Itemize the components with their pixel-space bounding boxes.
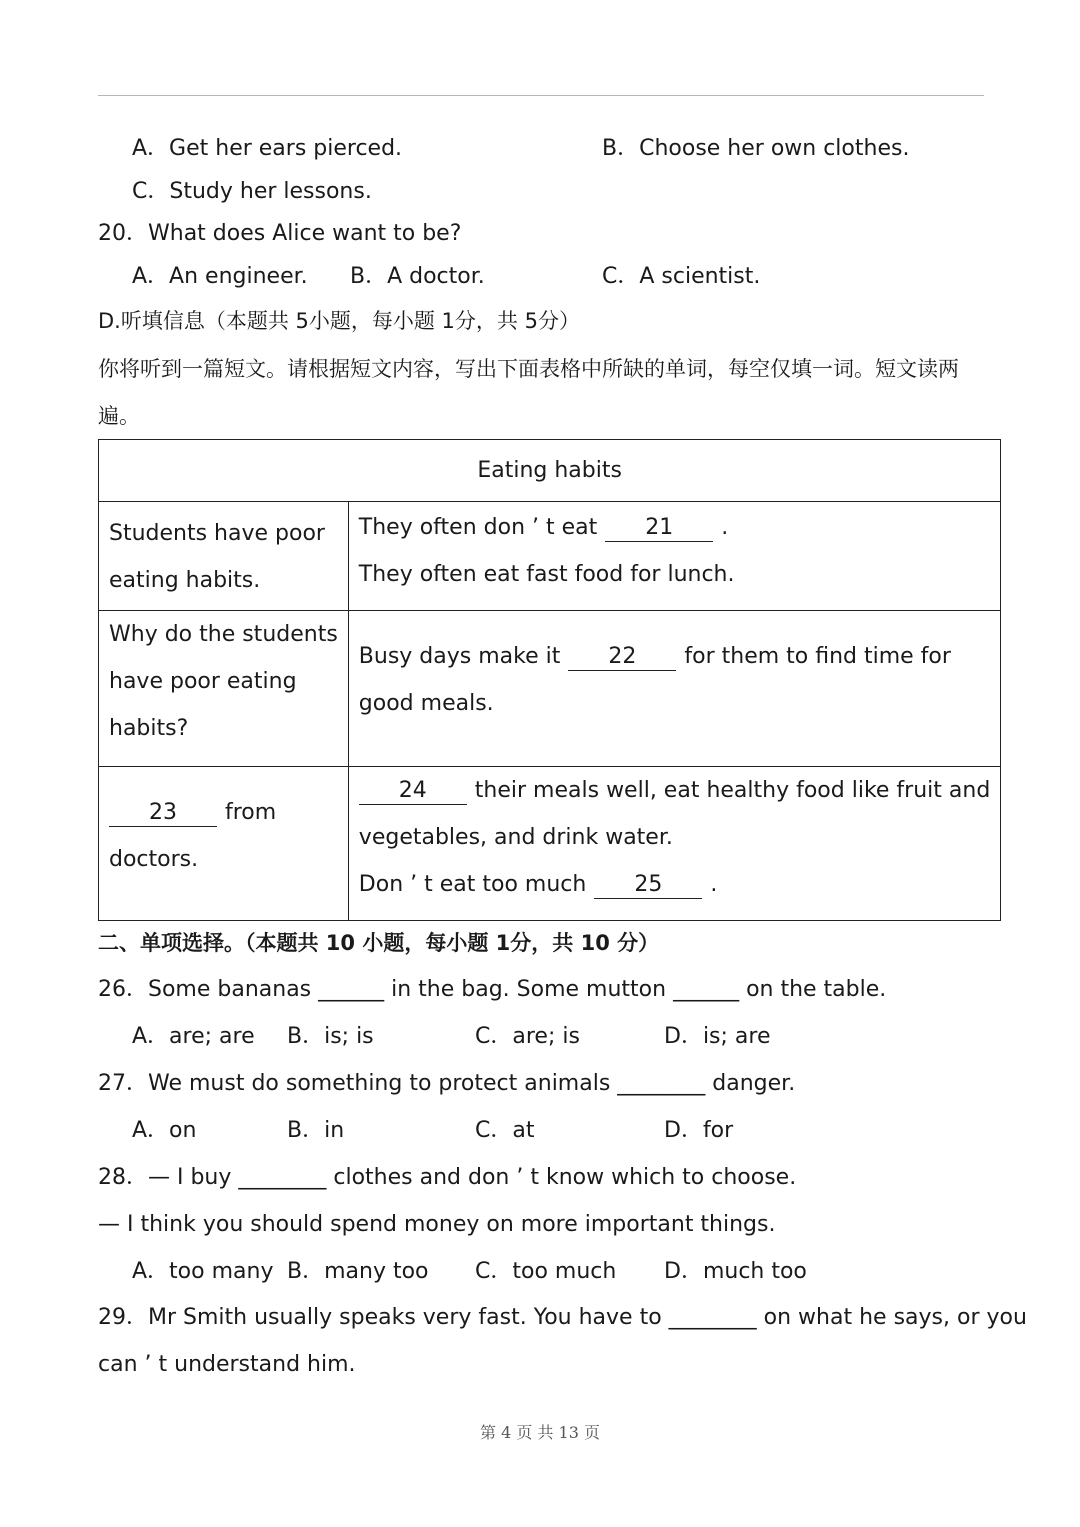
row3-line2: vegetables, and drink water. [358, 825, 673, 850]
eating-habits-table [98, 439, 1001, 921]
blank-24: 24 [359, 778, 467, 805]
row3-right-cell [348, 767, 1001, 921]
q28-option-b: B．many too [287, 1259, 429, 1284]
row2-left-line1: Why do the students [109, 622, 338, 647]
q28-reply: — I think you should spend money on more important things. [98, 1212, 776, 1237]
header-rule [98, 95, 984, 96]
blank-22: 22 [568, 644, 676, 671]
row3-left-line2: doctors. [109, 847, 199, 872]
row1-left-cell [99, 502, 349, 611]
q27-option-d: D．for [664, 1118, 734, 1143]
q20-option-c: C．A scientist. [602, 264, 761, 289]
q26-question: 26．Some bananas ______ in the bag. Some mutton ______ on the table. [98, 977, 887, 1002]
q28-option-c: C．too much [475, 1259, 617, 1284]
q19-option-c: C．Study her lessons. [132, 179, 372, 204]
row3-end: . [710, 872, 718, 897]
blank-21: 21 [605, 515, 713, 542]
page-footer: 第 4 页 共 13 页 [480, 1423, 600, 1442]
blank-23: 23 [109, 800, 217, 827]
row1-line2: They often eat fast food for lunch. [358, 562, 735, 587]
q20-option-a: A．An engineer. [132, 264, 308, 289]
row2-text: Busy days make it [358, 644, 561, 669]
row2-line2: good meals. [358, 691, 494, 716]
row2-right-cell [348, 611, 1001, 767]
row3-left-cell [99, 767, 349, 921]
q26-option-c: C．are; is [475, 1024, 580, 1049]
table-title: Eating habits [99, 440, 1001, 502]
row1-left-line2: eating habits. [109, 568, 261, 593]
q27-option-c: C．at [475, 1118, 535, 1143]
q28-option-a: A．too many [132, 1259, 274, 1284]
row2-left-cell [99, 611, 349, 767]
section-d-instruction-2: 遍。 [98, 404, 140, 428]
q19-option-b: B．Choose her own clothes. [602, 136, 910, 161]
row3-text: their meals well, eat healthy food like fruit and [474, 778, 991, 803]
q28-option-d: D．much too [664, 1259, 807, 1284]
q20-question: 20．What does Alice want to be? [98, 221, 462, 246]
row1-left-line1: Students have poor [109, 521, 325, 546]
section-d-instruction-1: 你将听到一篇短文。请根据短文内容，写出下面表格中所缺的单词，每空仅填一词。短文读两 [98, 357, 959, 381]
q19-option-a: A．Get her ears pierced. [132, 136, 403, 161]
row3-left-from: from [225, 800, 277, 825]
row2-left-line3: habits? [109, 716, 189, 741]
row3-line3: Don ’ t eat too much [358, 872, 587, 897]
section-2-heading: 二、单项选择。（本题共 10 小题，每小题 1分，共 10 分） [98, 931, 660, 955]
row2-text-end: for them to find time for [684, 644, 951, 669]
q27-option-a: A．on [132, 1118, 197, 1143]
q28-question: 28．— I buy ________ clothes and don ’ t know which to choose. [98, 1165, 797, 1190]
row1-text: They often don ’ t eat [358, 515, 598, 540]
q29-line-1: 29．Mr Smith usually speaks very fast. You have to ________ on what he says, or you [98, 1305, 1027, 1330]
blank-25: 25 [594, 872, 702, 899]
q20-option-b: B．A doctor. [350, 264, 485, 289]
q26-option-a: A．are; are [132, 1024, 255, 1049]
row2-left-line2: have poor eating [109, 669, 297, 694]
section-d-heading: D.听填信息（本题共 5小题，每小题 1分，共 5分） [98, 309, 580, 333]
row1-right-cell [348, 502, 1001, 611]
q27-question: 27．We must do something to protect animals ________ danger. [98, 1071, 796, 1096]
q27-option-b: B．in [287, 1118, 345, 1143]
q26-option-d: D．is; are [664, 1024, 771, 1049]
q29-line-2: can ’ t understand him. [98, 1352, 356, 1377]
q26-option-b: B．is; is [287, 1024, 374, 1049]
row1-end: . [721, 515, 729, 540]
